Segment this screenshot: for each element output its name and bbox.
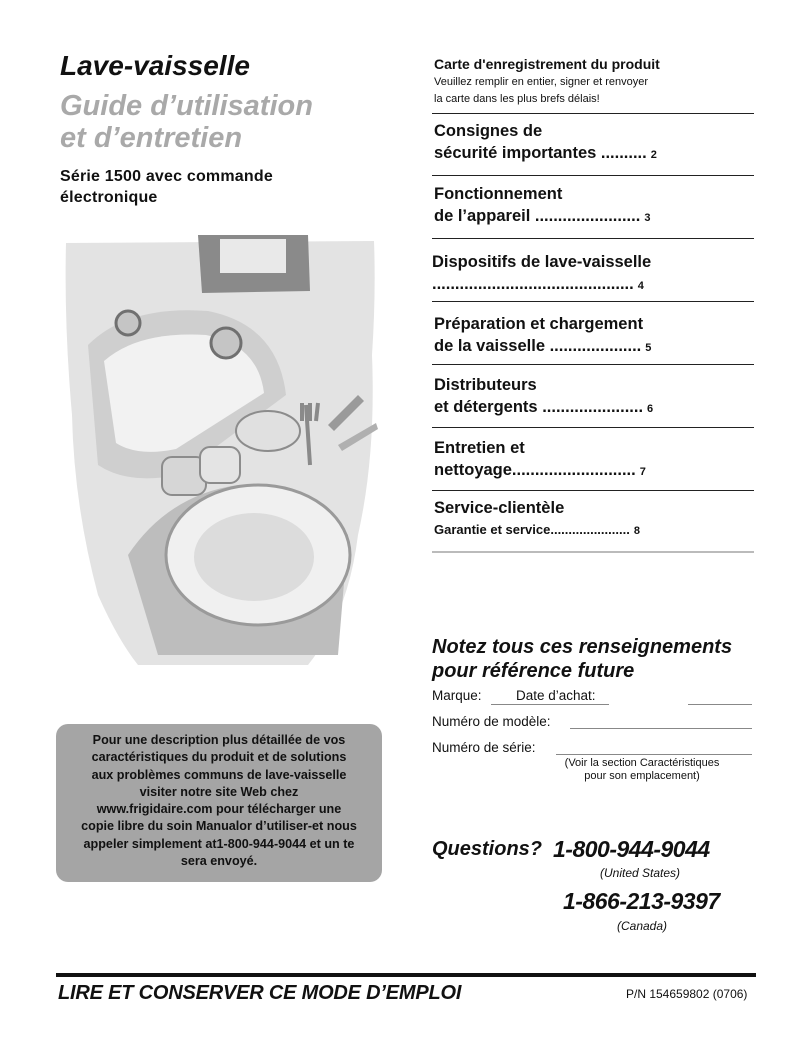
hint-line: pour son emplacement): [584, 770, 700, 782]
series-line: électronique: [60, 189, 158, 206]
toc-divider: [432, 364, 754, 365]
subtitle-line: Guide d’utilisation: [60, 90, 313, 122]
note-title-line: pour référence future: [432, 660, 635, 682]
toc-divider: [432, 551, 754, 553]
footer-title: LIRE ET CONSERVER CE MODE D’EMPLOI: [58, 982, 462, 1004]
registration-title: Carte d'enregistrement du produit: [434, 56, 660, 72]
panel-slot-shape: [220, 239, 286, 273]
info-line: sera envoyé.: [180, 854, 258, 869]
brand-label: Marque:: [432, 688, 482, 703]
bowl-icon: [236, 411, 300, 451]
toc-entry-loading[interactable]: [434, 313, 764, 359]
plate-inner-icon: [194, 513, 314, 601]
brand-field[interactable]: [491, 704, 609, 705]
toc-line: Entretien et: [434, 439, 525, 457]
hint-line: (Voir la section Caractéristiques: [564, 757, 720, 769]
toc-divider: [432, 301, 754, 302]
toc-divider: [432, 175, 754, 176]
dishwasher-illustration: [58, 235, 382, 665]
subtitle-line: et d’entretien: [60, 122, 243, 154]
toc-page-number: 2: [650, 149, 657, 161]
toc-line: Dispositifs de lave-vaisselle: [432, 253, 652, 271]
toc-page-number: 7: [639, 466, 646, 478]
cup-icon: [200, 447, 240, 483]
info-line: copie libre du soin Manualor d’utiliser-et nous: [81, 819, 357, 834]
model-number-label: Numéro de modèle:: [432, 714, 551, 729]
toc-line: Garantie et service......................: [434, 522, 630, 537]
info-line: caractéristiques du produit et de solutions: [91, 750, 347, 765]
toc-line: nettoyage...........................: [434, 461, 636, 479]
toc-divider: [432, 490, 754, 491]
toc-entry-service[interactable]: [434, 497, 764, 542]
purchase-date-label: Date d’achat:: [516, 688, 596, 703]
part-number: P/N 154659802 (0706): [626, 987, 748, 1001]
toc-line: et détergents ......................: [434, 398, 644, 416]
canada-label: (Canada): [617, 919, 668, 933]
toc-line: Distributeurs: [434, 376, 537, 394]
us-phone-number[interactable]: 1-800-944-9044: [553, 836, 710, 862]
knob-right-icon: [211, 328, 241, 358]
record-info-title: [432, 635, 732, 683]
document-subtitle: [60, 90, 313, 154]
toc-entry-care[interactable]: [434, 437, 764, 483]
toc-line: de la vaisselle ....................: [434, 337, 642, 355]
series-description: [60, 166, 320, 208]
questions-label: Questions?: [432, 838, 543, 860]
toc-line: ............................................: [432, 275, 634, 293]
note-title-line: Notez tous ces renseignements: [432, 636, 733, 658]
series-line: Série 1500 avec commande: [60, 168, 273, 185]
toc-line: sécurité importantes ..........: [434, 144, 647, 162]
toc-divider: [432, 113, 754, 114]
toc-divider: [432, 427, 754, 428]
serial-number-field[interactable]: [556, 754, 752, 755]
toc-entry-dispensers[interactable]: [434, 374, 764, 420]
website-info-box: [56, 724, 382, 882]
document-title: Lave-vaisselle: [60, 50, 250, 81]
toc-page-number: 4: [637, 280, 644, 292]
toc-line: Consignes de: [434, 122, 543, 140]
canada-phone-number[interactable]: 1-866-213-9397: [563, 888, 720, 914]
us-label: (United States): [600, 866, 681, 880]
toc-line: Préparation et chargement: [434, 315, 644, 333]
info-line: aux problèmes communs de lave-vaisselle: [91, 767, 347, 782]
toc-line: de l’appareil .......................: [434, 207, 641, 225]
toc-page-number: 3: [644, 212, 651, 224]
toc-page-number: 6: [647, 403, 654, 415]
registration-line: la carte dans les plus brefs délais!: [434, 93, 600, 105]
footer-divider: [56, 973, 756, 977]
info-line: visiter notre site Web chez: [139, 784, 299, 799]
purchase-date-field[interactable]: [688, 704, 752, 705]
info-line: appeler simplement at1-800-944-9044 et un te: [83, 836, 355, 851]
toc-entry-safety[interactable]: [434, 120, 764, 166]
registration-line: Veuillez remplir en entier, signer et renvoyer: [434, 76, 648, 88]
toc-divider: [432, 238, 754, 239]
serial-number-label: Numéro de série:: [432, 740, 536, 755]
knob-left-icon: [116, 311, 140, 335]
registration-card-note: [434, 56, 764, 108]
info-line: www.frigidaire.com pour télécharger une: [96, 802, 342, 817]
toc-line: Service-clientèle: [434, 499, 565, 517]
toc-page-number: 5: [645, 342, 652, 354]
toc-line: Fonctionnement: [434, 185, 563, 203]
model-number-field[interactable]: [570, 728, 752, 729]
info-line: Pour une description plus détaillée de vos: [92, 733, 346, 747]
toc-page-number: 8: [633, 525, 640, 537]
toc-entry-operation[interactable]: [434, 183, 764, 229]
toc-entry-features[interactable]: [432, 251, 762, 297]
serial-location-hint: [552, 757, 732, 783]
